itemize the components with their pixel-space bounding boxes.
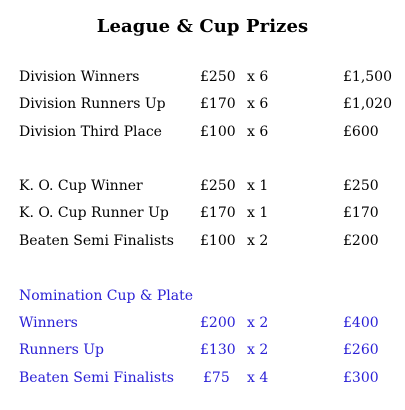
prize-amount: £75	[203, 370, 230, 386]
prize-amount: £250	[200, 69, 236, 85]
prize-amount: £100	[200, 124, 236, 140]
page-title: League & Cup Prizes	[96, 16, 309, 37]
prize-label: Winners	[19, 315, 78, 331]
prize-multiplier: x 4	[247, 370, 269, 386]
prize-multiplier: x 1	[247, 205, 269, 221]
prize-total: £400	[343, 315, 379, 331]
prize-row-nomination-runners-up	[0, 342, 405, 364]
prize-multiplier: x 6	[247, 69, 269, 85]
nomination-heading: Nomination Cup & Plate	[19, 288, 194, 304]
prize-row-nomination-beaten-semi-finalists	[0, 370, 405, 392]
prize-amount: £170	[200, 96, 236, 112]
prize-total: £1,020	[343, 96, 392, 112]
prize-amount: £130	[200, 342, 236, 358]
prize-label: Division Runners Up	[19, 96, 166, 112]
prize-total: £200	[343, 233, 379, 249]
prize-label: K. O. Cup Runner Up	[19, 205, 169, 221]
prize-row-ko-beaten-semi-finalists	[0, 233, 405, 255]
prize-label: Beaten Semi Finalists	[19, 233, 174, 249]
prize-multiplier: x 6	[247, 96, 269, 112]
prize-multiplier: x 6	[247, 124, 269, 140]
prize-total: £170	[343, 205, 379, 221]
prize-total: £1,500	[343, 69, 392, 85]
prize-row-nomination-winners	[0, 315, 405, 337]
prize-multiplier: x 2	[247, 315, 269, 331]
prize-label: K. O. Cup Winner	[19, 178, 143, 194]
prize-label: Runners Up	[19, 342, 104, 358]
prize-amount: £200	[200, 315, 236, 331]
prize-total: £250	[343, 178, 379, 194]
prize-row-division-third-place	[0, 124, 405, 146]
prize-total: £260	[343, 342, 379, 358]
prize-label: Division Winners	[19, 69, 140, 85]
prize-multiplier: x 1	[247, 178, 269, 194]
prize-amount: £250	[200, 178, 236, 194]
prize-multiplier: x 2	[247, 233, 269, 249]
prize-amount: £170	[200, 205, 236, 221]
prize-total: £300	[343, 370, 379, 386]
prize-row-ko-cup-runner-up	[0, 205, 405, 227]
prize-multiplier: x 2	[247, 342, 269, 358]
prize-row-division-runners-up	[0, 96, 405, 118]
prize-amount: £100	[200, 233, 236, 249]
prize-label: Division Third Place	[19, 124, 162, 140]
prize-row-ko-cup-winner	[0, 178, 405, 200]
prize-label: Beaten Semi Finalists	[19, 370, 174, 386]
prize-total: £600	[343, 124, 379, 140]
prize-row-division-winners	[0, 69, 405, 91]
